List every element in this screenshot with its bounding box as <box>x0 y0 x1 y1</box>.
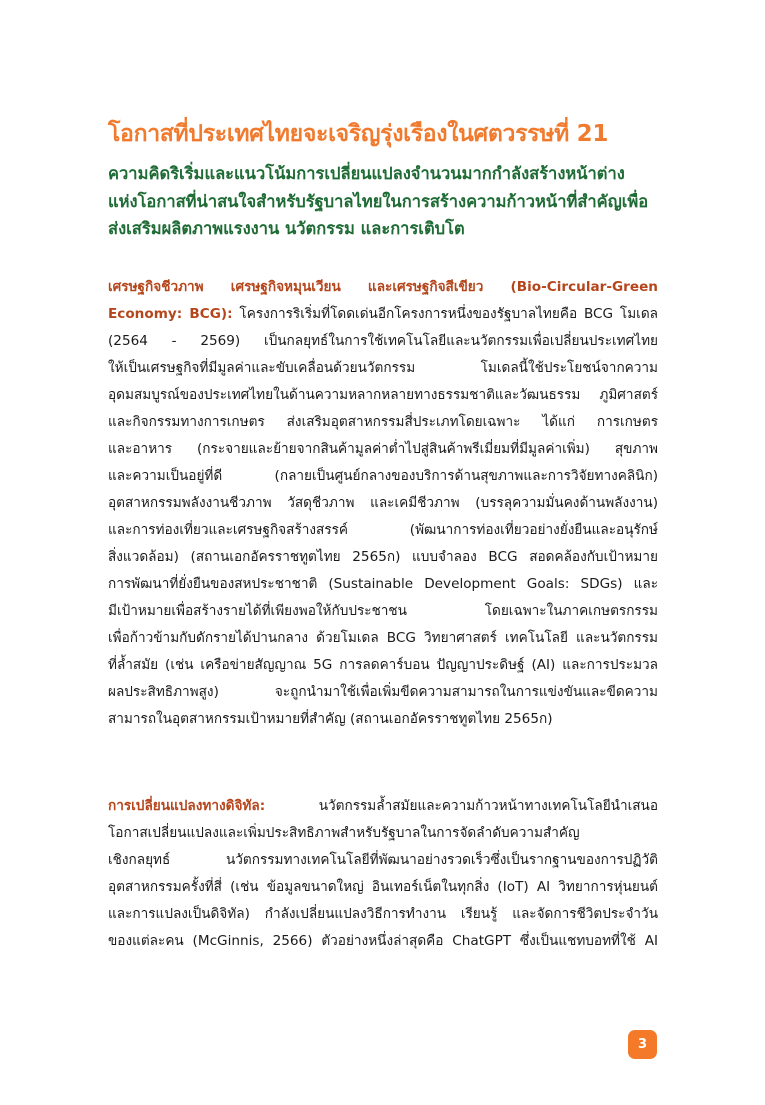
paragraph-line: อุดมสมบูรณ์ของประเทศไทยในด้านความหลากหลายทางธรรมชาติและวัฒนธรรม ภูมิศาสตร์ <box>108 387 658 403</box>
paragraph-line: ผลประสิทธิภาพสูง) จะถูกนำมาใช้เพื่อเพิ่มขีดความสามารถในการแข่งขันและขีดความ <box>108 684 658 700</box>
paragraph-line: อุตสาหกรรมครั้งที่สี่ (เช่น ข้อมูลขนาดใหญ่ อินเทอร์เน็ตในทุกสิ่ง (IoT) AI วิทยาการหุ่นยนต์ <box>108 879 658 895</box>
page-title: โอกาสที่ประเทศไทยจะเจริญรุ่งเรืองในศตวรรษที่ 21 <box>108 121 609 148</box>
paragraph-digital-transformation <box>108 793 658 955</box>
paragraph-line: การพัฒนาที่ยั่งยืนของสหประชาชาติ (Sustainable Development Goals: SDGs) และ <box>108 576 658 592</box>
paragraph-line: และการแปลงเป็นดิจิทัล) กำลังเปลี่ยนแปลงวิธีการทำงาน เรียนรู้ และจัดการชีวิตประจำวัน <box>108 906 658 922</box>
subtitle-line: ความคิดริเริ่มและแนวโน้มการเปลี่ยนแปลงจำนวนมากกำลังสร้างหน้าต่าง <box>108 164 625 183</box>
line-text: นวัตกรรมล้ำสมัยและความก้าวหน้าทางเทคโนโลยีนำเสนอ <box>265 798 658 814</box>
line-text: โครงการริเริ่มที่โดดเด่นอีกโครงการหนึ่งของรัฐบาลไทยคือ BCG โมเดล <box>232 306 658 322</box>
section-lead: เศรษฐกิจชีวภาพ เศรษฐกิจหมุนเวียน และเศรษฐกิจสีเขียว (Bio-Circular-Green <box>108 279 658 295</box>
paragraph-line: (2564 - 2569) เป็นกลยุทธ์ในการใช้เทคโนโลยีและนวัตกรรมเพื่อเปลี่ยนประเทศไทย <box>108 333 658 349</box>
paragraph-line: โอกาสเปลี่ยนแปลงและเพิ่มประสิทธิภาพสำหรับรัฐบาลในการจัดลำดับความสำคัญ <box>108 825 580 841</box>
page-subtitle <box>108 160 658 243</box>
paragraph-line: ที่ล้ำสมัย (เช่น เครือข่ายสัญญาณ 5G การลดคาร์บอน ปัญญาประดิษฐ์ (AI) และการประมวล <box>108 657 658 673</box>
paragraph-line: สามารถในอุตสาหกรรมเป้าหมายที่สำคัญ (สถานเอกอัครราชทูตไทย 2565ก) <box>108 711 553 727</box>
paragraph-line <box>108 793 658 820</box>
paragraph-line <box>108 274 658 301</box>
paragraph-line: สิ่งแวดล้อม) (สถานเอกอัครราชทูตไทย 2565ก) แบบจำลอง BCG สอดคล้องกับเป้าหมาย <box>108 549 658 565</box>
page-number-badge: 3 <box>628 1030 657 1059</box>
section-lead: Economy: BCG): <box>108 306 233 322</box>
subtitle-line: ส่งเสริมผลิตภาพแรงงาน นวัตกรรม และการเติบโต <box>108 219 465 238</box>
paragraph-line: เพื่อก้าวข้ามกับดักรายได้ปานกลาง ด้วยโมเดล BCG วิทยาศาสตร์ เทคโนโลยี และนวัตกรรม <box>108 630 658 646</box>
section-lead: การเปลี่ยนแปลงทางดิจิทัล: <box>108 798 266 814</box>
paragraph-line: และอาหาร (กระจายและย้ายจากสินค้ามูลค่าต่ำไปสู่สินค้าพรีเมี่ยมที่มีมูลค่าเพิ่ม) สุขภาพ <box>108 441 658 457</box>
paragraph-line: อุตสาหกรรมพลังงานชีวภาพ วัสดุชีวภาพ และเคมีชีวภาพ (บรรลุความมั่นคงด้านพลังงาน) <box>108 495 658 511</box>
paragraph-line: เชิงกลยุทธ์ นวัตกรรมทางเทคโนโลยีที่พัฒนาอย่างรวดเร็วซึ่งเป็นรากฐานของการปฏิวัติ <box>108 852 658 868</box>
paragraph-line <box>108 301 658 328</box>
paragraph-bcg <box>108 274 658 733</box>
paragraph-line: และกิจกรรมทางการเกษตร ส่งเสริมอุตสาหกรรมสี่ประเภทโดยเฉพาะ ได้แก่ การเกษตร <box>108 414 658 430</box>
paragraph-line: ให้เป็นเศรษฐกิจที่มีมูลค่าและขับเคลื่อนด้วยนวัตกรรม โมเดลนี้ใช้ประโยชน์จากความ <box>108 360 658 376</box>
subtitle-line: แห่งโอกาสที่น่าสนใจสำหรับรัฐบาลไทยในการสร้างความก้าวหน้าที่สำคัญเพื่อ <box>108 191 649 211</box>
paragraph-line: ของแต่ละคน (McGinnis, 2566) ตัวอย่างหนึ่งล่าสุดคือ ChatGPT ซึ่งเป็นแชทบอทที่ใช้ AI <box>108 933 658 949</box>
paragraph-line: มีเป้าหมายเพื่อสร้างรายได้ที่เพียงพอให้กับประชาชน โดยเฉพาะในภาคเกษตรกรรม <box>108 603 658 619</box>
paragraph-line: และการท่องเที่ยวและเศรษฐกิจสร้างสรรค์ (พัฒนาการท่องเที่ยวอย่างยั่งยืนและอนุรักษ์ <box>108 522 658 538</box>
paragraph-line: และความเป็นอยู่ที่ดี (กลายเป็นศูนย์กลางของบริการด้านสุขภาพและการวิจัยทางคลินิก) <box>108 468 658 484</box>
